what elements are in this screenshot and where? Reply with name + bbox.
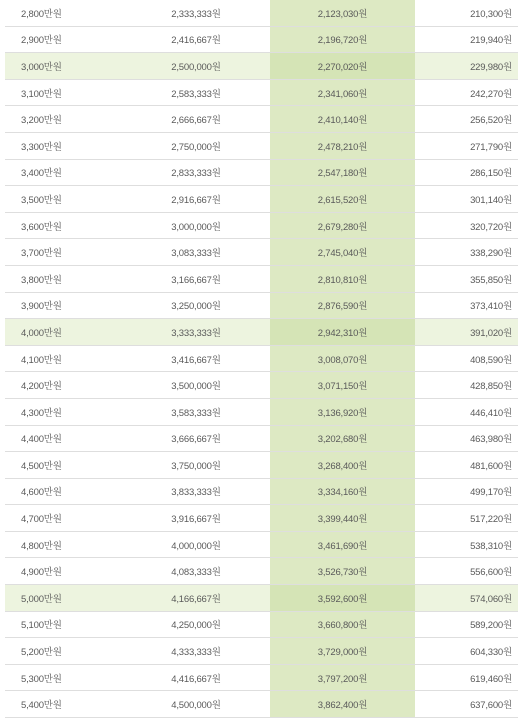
- monthly-salary-cell: 3,500,000원: [122, 372, 270, 399]
- annual-salary-cell: 3,200만원: [5, 106, 122, 133]
- net-pay-cell: 2,123,030원: [270, 0, 415, 26]
- monthly-salary-cell: 4,250,000원: [122, 611, 270, 638]
- table-row: [5, 505, 518, 532]
- deduction-cell: 256,520원: [415, 106, 518, 133]
- deduction-cell: 589,200원: [415, 611, 518, 638]
- table-row: [5, 265, 518, 292]
- annual-salary-cell: 4,700만원: [5, 505, 122, 532]
- table-row: [5, 558, 518, 585]
- monthly-salary-cell: 3,833,333원: [122, 478, 270, 505]
- table-row: [5, 159, 518, 186]
- annual-salary-cell: 3,100만원: [5, 79, 122, 106]
- deduction-cell: 229,980원: [415, 53, 518, 80]
- table-row: [5, 292, 518, 319]
- annual-salary-cell: 5,200만원: [5, 638, 122, 665]
- annual-salary-cell: 4,800만원: [5, 531, 122, 558]
- net-pay-cell: 3,862,400원: [270, 691, 415, 718]
- table-row: [5, 425, 518, 452]
- monthly-salary-cell: 3,750,000원: [122, 452, 270, 479]
- deduction-cell: 481,600원: [415, 452, 518, 479]
- deduction-cell: 286,150원: [415, 159, 518, 186]
- annual-salary-cell: 2,900만원: [5, 26, 122, 53]
- monthly-salary-cell: 3,333,333원: [122, 319, 270, 346]
- net-pay-cell: 3,592,600원: [270, 585, 415, 612]
- monthly-salary-cell: 4,000,000원: [122, 531, 270, 558]
- annual-salary-cell: 3,600만원: [5, 212, 122, 239]
- net-pay-cell: 2,547,180원: [270, 159, 415, 186]
- annual-salary-cell: 3,900만원: [5, 292, 122, 319]
- deduction-cell: 556,600원: [415, 558, 518, 585]
- table-row: [5, 0, 518, 26]
- deduction-cell: 517,220원: [415, 505, 518, 532]
- net-pay-cell: 3,797,200원: [270, 664, 415, 691]
- net-pay-cell: 2,942,310원: [270, 319, 415, 346]
- table-row: [5, 478, 518, 505]
- annual-salary-cell: 2,800만원: [5, 0, 122, 26]
- salary-table: [5, 0, 518, 718]
- table-row: [5, 186, 518, 213]
- annual-salary-cell: 5,000만원: [5, 585, 122, 612]
- deduction-cell: 338,290원: [415, 239, 518, 266]
- deduction-cell: 210,300원: [415, 0, 518, 26]
- annual-salary-cell: 4,600만원: [5, 478, 122, 505]
- net-pay-cell: 2,876,590원: [270, 292, 415, 319]
- deduction-cell: 637,600원: [415, 691, 518, 718]
- deduction-cell: 320,720원: [415, 212, 518, 239]
- annual-salary-cell: 3,500만원: [5, 186, 122, 213]
- monthly-salary-cell: 3,583,333원: [122, 398, 270, 425]
- table-row: [5, 531, 518, 558]
- monthly-salary-cell: 4,166,667원: [122, 585, 270, 612]
- net-pay-cell: 3,461,690원: [270, 531, 415, 558]
- annual-salary-cell: 5,300만원: [5, 664, 122, 691]
- net-pay-cell: 3,008,070원: [270, 345, 415, 372]
- table-row: [5, 372, 518, 399]
- table-row: [5, 638, 518, 665]
- net-pay-cell: 3,202,680원: [270, 425, 415, 452]
- monthly-salary-cell: 3,250,000원: [122, 292, 270, 319]
- monthly-salary-cell: 3,916,667원: [122, 505, 270, 532]
- deduction-cell: 271,790원: [415, 132, 518, 159]
- monthly-salary-cell: 2,333,333원: [122, 0, 270, 26]
- monthly-salary-cell: 3,083,333원: [122, 239, 270, 266]
- deduction-cell: 391,020원: [415, 319, 518, 346]
- net-pay-cell: 2,745,040원: [270, 239, 415, 266]
- net-pay-cell: 3,399,440원: [270, 505, 415, 532]
- annual-salary-cell: 4,000만원: [5, 319, 122, 346]
- monthly-salary-cell: 2,750,000원: [122, 132, 270, 159]
- net-pay-cell: 2,410,140원: [270, 106, 415, 133]
- deduction-cell: 574,060원: [415, 585, 518, 612]
- table-row: [5, 106, 518, 133]
- deduction-cell: 446,410원: [415, 398, 518, 425]
- table-row: [5, 664, 518, 691]
- annual-salary-cell: 4,900만원: [5, 558, 122, 585]
- table-row: [5, 79, 518, 106]
- net-pay-cell: 2,615,520원: [270, 186, 415, 213]
- monthly-salary-cell: 4,083,333원: [122, 558, 270, 585]
- table-row: [5, 239, 518, 266]
- deduction-cell: 219,940원: [415, 26, 518, 53]
- net-pay-cell: 2,679,280원: [270, 212, 415, 239]
- annual-salary-cell: 4,200만원: [5, 372, 122, 399]
- monthly-salary-cell: 3,416,667원: [122, 345, 270, 372]
- deduction-cell: 301,140원: [415, 186, 518, 213]
- annual-salary-cell: 3,000만원: [5, 53, 122, 80]
- table-row: [5, 585, 518, 612]
- monthly-salary-cell: 2,583,333원: [122, 79, 270, 106]
- monthly-salary-cell: 2,916,667원: [122, 186, 270, 213]
- deduction-cell: 499,170원: [415, 478, 518, 505]
- net-pay-cell: 3,334,160원: [270, 478, 415, 505]
- monthly-salary-cell: 2,416,667원: [122, 26, 270, 53]
- net-pay-cell: 3,136,920원: [270, 398, 415, 425]
- deduction-cell: 604,330원: [415, 638, 518, 665]
- annual-salary-cell: 3,700만원: [5, 239, 122, 266]
- table-row: [5, 452, 518, 479]
- net-pay-cell: 3,660,800원: [270, 611, 415, 638]
- annual-salary-cell: 5,400만원: [5, 691, 122, 718]
- annual-salary-cell: 3,400만원: [5, 159, 122, 186]
- net-pay-cell: 2,270,020원: [270, 53, 415, 80]
- deduction-cell: 619,460원: [415, 664, 518, 691]
- table-row: [5, 53, 518, 80]
- monthly-salary-cell: 2,500,000원: [122, 53, 270, 80]
- deduction-cell: 463,980원: [415, 425, 518, 452]
- annual-salary-cell: 3,300만원: [5, 132, 122, 159]
- deduction-cell: 355,850원: [415, 265, 518, 292]
- table-row: [5, 691, 518, 718]
- salary-table-body: [5, 0, 518, 718]
- table-row: [5, 398, 518, 425]
- net-pay-cell: 3,268,400원: [270, 452, 415, 479]
- table-row: [5, 132, 518, 159]
- deduction-cell: 373,410원: [415, 292, 518, 319]
- net-pay-cell: 2,810,810원: [270, 265, 415, 292]
- deduction-cell: 408,590원: [415, 345, 518, 372]
- deduction-cell: 242,270원: [415, 79, 518, 106]
- annual-salary-cell: 5,100만원: [5, 611, 122, 638]
- net-pay-cell: 3,526,730원: [270, 558, 415, 585]
- table-row: [5, 26, 518, 53]
- annual-salary-cell: 4,300만원: [5, 398, 122, 425]
- monthly-salary-cell: 3,666,667원: [122, 425, 270, 452]
- net-pay-cell: 3,071,150원: [270, 372, 415, 399]
- net-pay-cell: 2,196,720원: [270, 26, 415, 53]
- annual-salary-cell: 4,500만원: [5, 452, 122, 479]
- annual-salary-cell: 4,400만원: [5, 425, 122, 452]
- monthly-salary-cell: 3,000,000원: [122, 212, 270, 239]
- monthly-salary-cell: 4,416,667원: [122, 664, 270, 691]
- table-row: [5, 611, 518, 638]
- monthly-salary-cell: 4,500,000원: [122, 691, 270, 718]
- annual-salary-cell: 3,800만원: [5, 265, 122, 292]
- table-row: [5, 319, 518, 346]
- monthly-salary-cell: 3,166,667원: [122, 265, 270, 292]
- monthly-salary-cell: 4,333,333원: [122, 638, 270, 665]
- net-pay-cell: 2,478,210원: [270, 132, 415, 159]
- deduction-cell: 538,310원: [415, 531, 518, 558]
- annual-salary-cell: 4,100만원: [5, 345, 122, 372]
- monthly-salary-cell: 2,833,333원: [122, 159, 270, 186]
- table-row: [5, 345, 518, 372]
- net-pay-cell: 2,341,060원: [270, 79, 415, 106]
- net-pay-cell: 3,729,000원: [270, 638, 415, 665]
- deduction-cell: 428,850원: [415, 372, 518, 399]
- monthly-salary-cell: 2,666,667원: [122, 106, 270, 133]
- table-row: [5, 212, 518, 239]
